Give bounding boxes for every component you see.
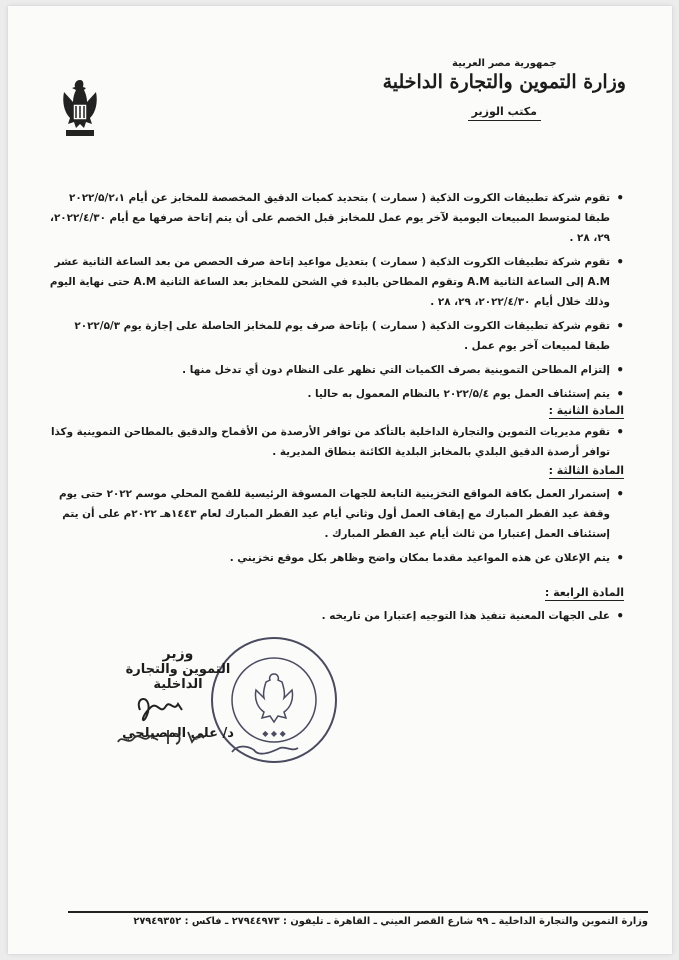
article-2-title: المادة الثانية : <box>548 404 624 417</box>
article-3-title: المادة الثالثة : <box>548 464 624 477</box>
svg-text:◆ ◆ ◆: ◆ ◆ ◆ <box>262 729 286 738</box>
letterhead <box>383 58 626 121</box>
list-item: • إستمرار العمل بكافة المواقع التخزينية التابعة للجهات المسوقة الرئيسية للقمح المحلي موسم ۲۰۲۲ حتى يوم وقفة عيد الفطر المبارك مع إيقاف العمل أول وثاني أيام عيد الفطر المبارك لعام ١٤٤٣هـ ۲۰۲۲م على أن يتم إستئناف العمل إعتبارا من ثالث أيام عيد الفطر المبارك . <box>46 484 610 544</box>
office-name: مكتب الوزير <box>468 105 541 121</box>
signatory-ministry: التموين والتجارة الداخلية <box>125 662 231 692</box>
article-2 <box>46 422 624 466</box>
article-4-title: المادة الرابعة : <box>544 586 624 599</box>
signatory-title: وزير <box>162 646 194 662</box>
ministry-name: وزارة التموين والتجارة الداخلية <box>382 71 626 93</box>
handwritten-signature-icon <box>108 686 308 786</box>
list-item: • تقوم شركة تطبيقات الكروت الذكية ( سمارت ) بتعديل مواعيد إتاحة صرف الحصص من بعد الساعة الثانية عشر A.M إلى الساعة الثانية A.M وتقوم المطاحن بالبدء في الشحن للمخابز بعد الساعة الثانية A.M حتى نهاية اليوم وذلك خلال أيام ۲۰۲۲/٤/۳۰، ۲۹، ۲۸ . <box>46 252 610 312</box>
republic-name: جمهورية مصر العربية <box>452 58 557 69</box>
list-item: • تقوم مديريات التموين والتجارة الداخلية بالتأكد من توافر الأرصدة من الأقماح والدقيق بالمطاحن التموينية وكذا توافر أرصدة الدقيق البلدي بالمخابز البلدية الكائنة بنطاق المديرية . <box>46 422 610 462</box>
eagle-emblem-icon <box>56 76 104 140</box>
document-page <box>8 6 672 954</box>
footer-divider <box>68 911 648 913</box>
list-item: • تقوم شركة تطبيقات الكروت الذكية ( سمارت ) بتحديد كميات الدقيق المخصصة للمخابز عن أيام ۲۰۲۲/۵/۲،۱ طبقا لمتوسط المبيعات اليومية لآخر يوم عمل للمخابز قبل الخصم على أن يتم إتاحة صرفها مع أيام ۲۰۲۲/٤/۳۰، ۲۹، ۲۸ . <box>46 188 610 248</box>
signatory-name: د/ علي المصيلحي <box>122 726 234 741</box>
article-3 <box>46 484 624 572</box>
section-1 <box>46 188 624 408</box>
footer-address: وزارة التموين والتجارة الداخلية ـ ٩٩ شارع القصر العيني ـ القاهرة ـ تليفون : ۲۷۹٤٤٩٧۳ ـ فاكس : ۲۷۹٤٩۳٥۲ <box>133 916 648 927</box>
list-item: • على الجهات المعنية تنفيذ هذا التوجيه إعتبارا من تاريخه . <box>46 606 610 626</box>
list-item: • تقوم شركة تطبيقات الكروت الذكية ( سمارت ) بإتاحة صرف يوم للمخابز الحاصلة على إجازة يوم ۲۰۲۲/۵/۳ طبقا لمبيعات آخر يوم عمل . <box>46 316 610 356</box>
list-item: • يتم إستئناف العمل يوم ۲۰۲۲/۵/٤ بالنظام المعمول به حاليا . <box>46 384 610 404</box>
list-item: • إلتزام المطاحن التموينية بصرف الكميات التي تظهر على النظام دون أي تدخل منها . <box>46 360 610 380</box>
article-4 <box>46 606 624 630</box>
list-item: • يتم الإعلان عن هذه المواعيد مقدما بمكان واضح وظاهر بكل موقع تخزيني . <box>46 548 610 568</box>
